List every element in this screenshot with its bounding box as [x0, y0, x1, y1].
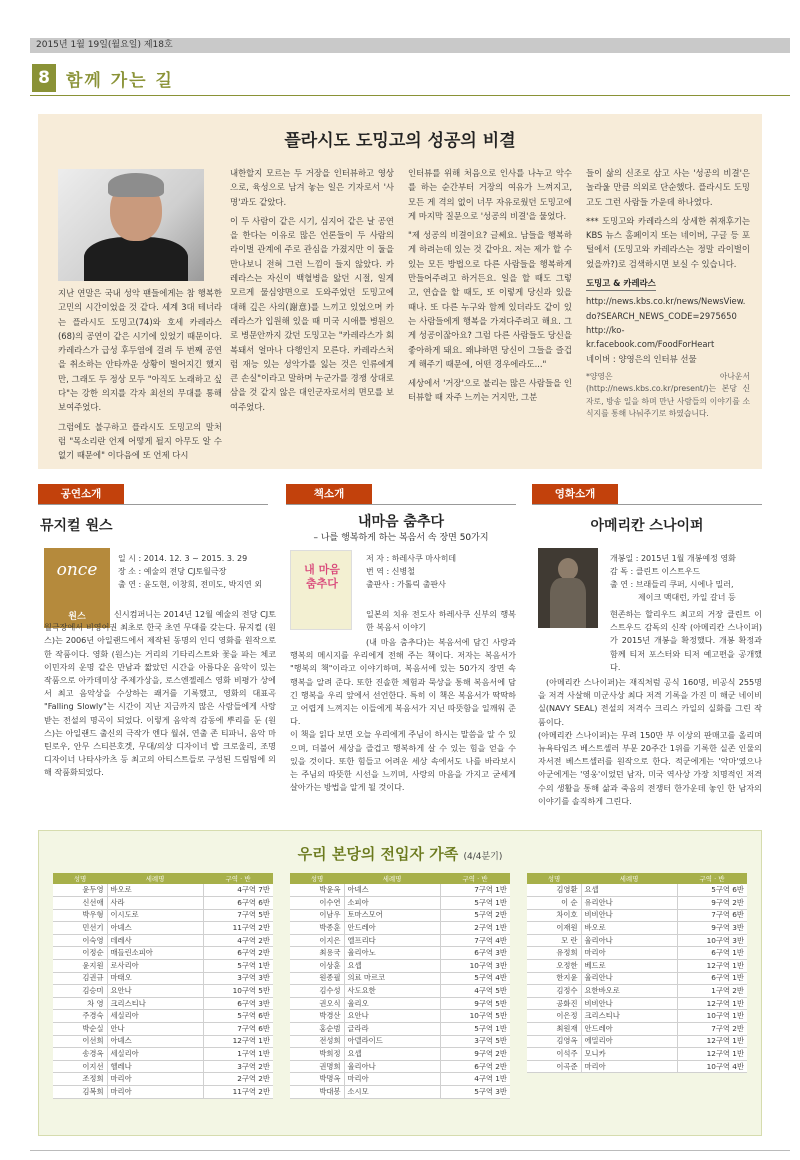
meta-line: 출 연 : 윤도현, 이창희, 전미도, 박지연 외 [118, 580, 263, 589]
table-cell: 전성희 [290, 1035, 344, 1048]
meta-line: 저 자 : 하레사쿠 마사히데 [366, 554, 457, 563]
table-cell: 원종필 [290, 972, 344, 985]
table-cell: 율리안나 [581, 972, 677, 985]
page-number: 8 [32, 64, 56, 92]
table-cell: 3구역 5반 [440, 1035, 510, 1048]
column-header: 구역 · 반 [677, 873, 747, 884]
book-title: 내마음 춤추다 [357, 514, 445, 530]
book-subtitle: – 나를 행복하게 하는 복음서 속 장면 50가지 [313, 533, 489, 543]
table-cell: 데레사 [107, 934, 203, 947]
meta-line: 감 독 : 클린트 이스트우드 [610, 567, 701, 576]
photo-hair-shape [108, 173, 164, 197]
table-cell: 10구역 3반 [677, 934, 747, 947]
meta-line: 출판사 : 가톨릭 출판사 [366, 580, 446, 589]
table-cell: 박순실 [53, 1023, 107, 1036]
feature-paragraph: 그럼에도 불구하고 플라시도 도밍고의 말처럼 "목소리란 언제 어떻게 될지 아무도 알 수 없기 때문에" 이다음에 또 언제 다시 [58, 421, 222, 461]
table-cell: 크리스티나 [581, 1010, 677, 1023]
table-cell: 이석주 [527, 1048, 581, 1061]
table-cell: 7구역 4반 [440, 934, 510, 947]
column-header: 구역 · 반 [203, 873, 273, 884]
meta-line: 번 역 : 신병철 [366, 567, 415, 576]
table-cell: 12구역 1반 [677, 1035, 747, 1048]
table-cell: 7구역 6반 [203, 1023, 273, 1036]
table-cell: 신선애 [53, 897, 107, 910]
section-label-book: 책소개 [286, 484, 372, 504]
table-cell: 6구역 1반 [677, 972, 747, 985]
table-cell: 6구역 6반 [203, 897, 273, 910]
table-cell: 토마스모어 [344, 909, 440, 922]
movie-poster [538, 548, 598, 628]
table-cell: 이수연 [290, 897, 344, 910]
table-cell: 9구역 2반 [440, 1048, 510, 1061]
feature-article [38, 114, 762, 469]
author-note: *양영은 아나운서(http://news.kbs.co.kr/present/)는 본당 신자로, 방송 일을 하며 만난 사람들의 이야기를 소식지를 통해 나눠주기로 하였습니다. [586, 371, 750, 419]
table-cell: 매들린소피아 [107, 947, 203, 960]
table-cell: 헬레나 [107, 1060, 203, 1073]
new-family-box [38, 830, 762, 1136]
table-row [290, 1048, 510, 1061]
issue-date: 2015년 1월 19일(월요일) 제18호 [36, 40, 173, 50]
feature-paragraph: 들이 삶의 신조로 삼고 사는 '성공의 비결'은 놀라울 만큼 의외로 단순했다. 플라시도 도밍고도 그런 사람들 가운데 하나였다. [586, 168, 750, 207]
table-cell: 마리아 [344, 1073, 440, 1086]
table-cell: 10구역 1반 [677, 1010, 747, 1023]
table-cell: 이은정 [527, 1010, 581, 1023]
book-paragraph: (내 마음 춤추다)는 복음서에 담긴 사랑과 행복의 메시지를 우리에게 전해 주는 책이다. 저자는 복음서가 "행복의 책"이라고 이야기하며, 복음서에 있는 50가지 장면 속 행복을 알려 준다. 또한 진솔한 체험과 묵상을 통해 복음서에 담긴 행복을 우리 앞에서 선언한다. 특히 이 책은 복음서가 딱딱하고 어렵게 느껴지는 이들에게 복음서가 지닌 따뜻함을 일깨워 준다. [290, 637, 516, 727]
table-cell: 최원재 [527, 1023, 581, 1036]
link-facebook[interactable]: http://ko-kr.facebook.com/FoodForHeart [586, 324, 715, 350]
table-row [53, 909, 273, 922]
feature-col-3 [408, 166, 572, 410]
table-cell: 안드레아 [581, 1023, 677, 1036]
table-row [290, 1035, 510, 1048]
table-cell: 율리아나 [344, 1060, 440, 1073]
table-cell: 5구역 4반 [440, 972, 510, 985]
table-cell: 주경숙 [53, 1010, 107, 1023]
table-cell: 이지선 [53, 1060, 107, 1073]
table-cell: 김승미 [53, 985, 107, 998]
table-cell: 10구역 3반 [440, 960, 510, 973]
table-cell: 4구역 7반 [203, 884, 273, 897]
table-row [527, 997, 747, 1010]
table-cell: 7구역 6반 [677, 909, 747, 922]
table-row [527, 972, 747, 985]
table-cell: 오정한 [527, 960, 581, 973]
table-cell: 베드로 [581, 960, 677, 973]
table-row [53, 922, 273, 935]
table-cell: 마태오 [107, 972, 203, 985]
table-cell: 아델라이드 [344, 1035, 440, 1048]
table-cell: 유리안나 [581, 897, 677, 910]
table-cell: 김정수 [527, 985, 581, 998]
header-rule [30, 95, 790, 96]
table-cell: 사라 [107, 897, 203, 910]
footer-rule [30, 1150, 790, 1151]
links-title: 도밍고 & 카레라스 [586, 276, 656, 291]
table-row [290, 947, 510, 960]
table-row [53, 1073, 273, 1086]
table-cell: 조정희 [53, 1073, 107, 1086]
table-row [290, 897, 510, 910]
section-label-performance: 공연소개 [38, 484, 124, 504]
table-cell: 엘프리다 [344, 934, 440, 947]
family-table-3 [527, 873, 747, 1073]
table-row [290, 972, 510, 985]
table-cell: 1구역 2반 [677, 985, 747, 998]
table-row [53, 960, 273, 973]
table-cell: 10구역 5반 [203, 985, 273, 998]
table-row [53, 997, 273, 1010]
table-row [290, 922, 510, 935]
table-row [290, 960, 510, 973]
table-cell: 5구역 2반 [440, 909, 510, 922]
table-row [53, 1086, 273, 1099]
table-cell: 김복희 [53, 1086, 107, 1099]
table-header-row [527, 873, 747, 884]
table-cell: 사도요한 [344, 985, 440, 998]
table-row [527, 1048, 747, 1061]
column-header: 성명 [53, 873, 107, 884]
table-cell: 6구역 3반 [440, 947, 510, 960]
poster-subtitle: 원스 [68, 612, 86, 622]
performance-body: 신시컴퍼니는 2014년 12월 예술의 전당 CJ토월극장에서 비영어권 최초로 한국 초연 무대를 갖는다. 뮤지컬 (원스)는 2006년 아일랜드에서 제작된 동명의 인디 영화를 원작으로 한 작품이다. 영화 (원스)는 거리의 기타리스트와 꽃을 파는 체코 이민자의 운명 같은 만남과 짧았던 시간을 아름다운 음악이 있는 작품으로 아카데미상 주제가상을, 로스엔젤레스 영화 비평가 상에서 최고 음악상을 수상하는 쾌거를 기록했고, 영화의 대표곡 "Falling Slowly"는 시간이 지난 지금까지 많은 사람들에게 사랑받는 전설의 명곡이 되었다. 이렇게 음악적 감동에 뿌리를 둔 (원스)는 아일랜드 출신의 극작가 엔다 월쉬, 연출 존 티파니, 음악 마틴로우, 안무 스티븐호겟, 무대/의상 디자이너 밥 크로울리, 조명 디자이너 나타샤카츠 등 최고의 아티스트들로 구성된 드림팀에 의해 작품화되었다. [44, 609, 276, 778]
table-cell: 아녜스 [107, 922, 203, 935]
section-rule [38, 504, 268, 505]
table-cell: 마리아 [107, 1073, 203, 1086]
table-cell: 김영환 [527, 884, 581, 897]
table-cell: 바오로 [581, 922, 677, 935]
column-header: 성명 [290, 873, 344, 884]
feature-paragraph: 내한할지 모르는 두 거장을 인터뷰하고 영상으로, 육성으로 남겨 놓는 일은 기자로서 '사명'과도 같았다. [230, 168, 394, 207]
table-cell: 김영옥 [527, 1035, 581, 1048]
table-cell: 박경산 [290, 1010, 344, 1023]
table-cell: 요셉 [344, 1048, 440, 1061]
family-title-text: 우리 본당의 전입자 가족 [297, 845, 459, 863]
meta-line: 개봉일 : 2015년 1월 개봉예정 영화 [610, 554, 736, 563]
table-cell: 김권규 [53, 972, 107, 985]
family-table-1 [53, 873, 273, 1099]
table-row [53, 897, 273, 910]
feature-paragraph: 이 두 사람이 같은 시기, 심지어 같은 날 공연을 한다는 이유로 많은 언론들이 두 사람의 라이벌 관계에 주로 관심을 가졌지만 이 둘을 만나보니 전혀 그런 느낌이 들지 않았다. 카레라스는 자신이 백혈병을 앓던 시절, 일게 모르게 물심양면으로 도와주었던 도밍고에 대해 깊은 사의(謝意)를 느끼고 있었으며 카레라스가 입원해 있을 때 미국 시애틀 병원으로 병문안까지 갔던 도밍고는 "카레라스가 회복돼서 얼마나 다행인지 모른다. 카레라스처럼 재능 있는 성악가를 잃는 것은 인류에게 큰 손실"이라고 말하며 누군가를 경쟁 상대로 삼을 것 같지 않은 대인군자로서의 면모를 보여주었다. [230, 215, 394, 412]
table-cell: 4구역 1반 [440, 1073, 510, 1086]
table-cell: 비비안나 [581, 997, 677, 1010]
table-cell: 5구역 1반 [440, 897, 510, 910]
poster-title: once [56, 560, 98, 580]
table-row [290, 1010, 510, 1023]
table-cell: 공화진 [527, 997, 581, 1010]
table-row [290, 884, 510, 897]
movie-paragraph: (아메리칸 스나이퍼)는 재직처럼 공식 160명, 비공식 255명을 저격 사살해 미군사상 최다 저격 기록을 가진 미 해군 네이비 실(NAVY SEAL) 전설의 저격수 크리스 카일의 실화를 그린 작품이다. [538, 677, 762, 727]
table-cell: 모니카 [581, 1048, 677, 1061]
table-row [53, 947, 273, 960]
table-row [290, 909, 510, 922]
table-row [527, 922, 747, 935]
table-cell: 율리오 [344, 997, 440, 1010]
table-cell: 요안나 [344, 1010, 440, 1023]
table-cell: 2구역 2반 [203, 1073, 273, 1086]
table-cell: 이선희 [53, 1035, 107, 1048]
table-header-row [290, 873, 510, 884]
column-header: 세례명 [107, 873, 203, 884]
link-news[interactable]: http://news.kbs.co.kr/news/NewsView.do?SEARCH_NEWS_CODE=2975650 [586, 296, 746, 321]
table-cell: 5구역 6반 [203, 1010, 273, 1023]
table-cell: 안드레아 [344, 922, 440, 935]
issue-bar [30, 38, 790, 53]
table-row [53, 985, 273, 998]
table-row [527, 985, 747, 998]
table-row [527, 1060, 747, 1073]
table-cell: 이숙영 [53, 934, 107, 947]
feature-paragraph: 지난 연말은 국내 성악 팬들에게는 참 행복한 고민의 시간이었을 것 같다. 세계 3대 테너라는 플라시도 도밍고(74)와 호세 카레라스(68)의 공연이 같은 시기에 있었기 때문이다. 카레라스가 급성 후두염에 걸려 두 번째 공연을 취소하는 안타까운 상황이 벌어지긴 했지만, 그래도 두 정상 모두 "아직도 노래하고 싶다"는 강한 의지를 각자 최선의 무대를 통해 보여주었다. [58, 288, 222, 413]
table-cell: 이상훈 [290, 960, 344, 973]
meta-line: 제이크 맥대런, 카일 갈너 등 [638, 593, 736, 602]
feature-col-2 [230, 166, 394, 419]
table-cell: 10구역 4반 [677, 1060, 747, 1073]
section-rule [532, 504, 762, 505]
table-row [527, 884, 747, 897]
table-cell: 9구역 3반 [677, 922, 747, 935]
table-cell: 박우형 [53, 909, 107, 922]
table-row [53, 1035, 273, 1048]
feature-title: 플라시도 도밍고의 성공의 비결 [284, 131, 516, 151]
feature-col-1 [58, 286, 222, 468]
feature-paragraph: 인터뷰를 위해 처음으로 인사를 나누고 악수를 하는 순간부터 거장의 여유가 느껴지고, 모든 게 격의 없이 너무 자유로웠던 도밍고에게 마지막 질문으로 '성공의 비결'을 물었다. [408, 168, 572, 221]
movie-paragraph: 현존하는 할리우드 최고의 거장 클린트 이스트우드 감독의 신작 (아메리칸 스나이퍼)가 2015년 개봉을 확정했다. 개봉 확정과 함께 티저 포스터와 티저 예고편을 공개했다. [610, 609, 762, 672]
table-cell: 마리아 [581, 1060, 677, 1073]
table-cell: 마리아 [581, 947, 677, 960]
table-cell: 이정순 [53, 947, 107, 960]
table-cell: 안나 [107, 1023, 203, 1036]
table-cell: 김수성 [290, 985, 344, 998]
table-cell: 로사리아 [107, 960, 203, 973]
table-cell: 2구역 1반 [440, 922, 510, 935]
column-header: 성명 [527, 873, 581, 884]
table-cell: 세실리아 [107, 1048, 203, 1061]
table-cell: 5구역 1반 [203, 960, 273, 973]
table-cell: 이재원 [527, 922, 581, 935]
table-cell: 의료 마르코 [344, 972, 440, 985]
movie-paragraph: (아메리칸 스나이퍼)는 무려 150만 부 이상의 판매고를 올리며 뉴욕타임즈 베스트셀러 부문 20주간 1위를 기록한 실존 인물의 자서전 베스트셀러를 원작으로 한다. 적군에게는 '악마'였으나 아군에게는 '영웅'이었던 남자, 미국 역사상 가장 치명적인 저격수의 생활을 통해 삶과 죽음의 전쟁터 한가운데 놓인 한 남자의 이야기를 솔직하게 그린다. [538, 729, 762, 806]
movie-meta [610, 552, 762, 604]
table-cell: 3구역 3반 [203, 972, 273, 985]
table-cell: 최용국 [290, 947, 344, 960]
photo-suit-shape [84, 237, 188, 281]
cover-title: 내 마음 춤추다 [304, 563, 340, 590]
table-cell: 마리아 [107, 1086, 203, 1099]
table-cell: 소피아 [344, 897, 440, 910]
link-naver: 네이버 : 양영은의 인터뷰 선물 [586, 353, 697, 364]
movie-title: 아메리칸 스나이퍼 [590, 518, 704, 534]
family-subtitle: (4/4분기) [463, 852, 503, 862]
table-cell: 세실리아 [107, 1010, 203, 1023]
family-title [39, 843, 761, 864]
feature-paragraph: "제 성공의 비결이요? 글쎄요. 남들을 행복하게 하려는데 있는 것 같아요. 저는 제가 할 수 있는 모든 방법으로 다른 사람들을 행복하게 만들어주려고 하거든요. 일을 할 때도 그렇고, 연습을 할 때도, 또 이렇게 당신과 있을 때나. 또 다른 누구와 함께 있더라도 같이 있는 사람들에게 행복을 가져다주려고 해요. 그게 성공이잖아요? 그럼 다른 사람들도 당신을 좋아하게 돼요. 왜냐하면 당신이 그들을 즐겁게 해주기 때문에, 어떤 경우에라도..." [408, 230, 572, 369]
table-cell: 송경옥 [53, 1048, 107, 1061]
table-cell: 아녜스 [344, 884, 440, 897]
column-header: 세례명 [581, 873, 677, 884]
book-cover [290, 550, 352, 630]
table-cell: 바오로 [107, 884, 203, 897]
table-cell: 11구역 2반 [203, 1086, 273, 1099]
table-row [53, 1048, 273, 1061]
table-cell: 비비안나 [581, 909, 677, 922]
feature-col-4 [586, 166, 750, 421]
movie-body [538, 676, 762, 808]
poster-figure-body [550, 578, 586, 628]
table-row [527, 947, 747, 960]
page-section-title: 함께 가는 길 [66, 71, 174, 91]
table-cell: 9구역 2반 [677, 897, 747, 910]
table-row [53, 884, 273, 897]
table-cell: 이남우 [290, 909, 344, 922]
table-cell: 4구역 2반 [203, 934, 273, 947]
section-rule [286, 504, 516, 505]
table-cell: 10구역 5반 [440, 1010, 510, 1023]
feature-paragraph: *** 도밍고와 카레라스의 상세한 취재후기는 KBS 뉴스 홈페이지 또는 네이버, 구글 등 포털에서 (도밍고와 카레라스는 정말 라이벌이었을까?)로 검색하시면 보실 수 있습니다. [586, 215, 750, 269]
table-cell: 요셉 [581, 884, 677, 897]
page-header [30, 64, 790, 94]
table-cell: 박명옥 [290, 1073, 344, 1086]
table-cell: 7구역 5반 [203, 909, 273, 922]
table-cell: 차이호 [527, 909, 581, 922]
table-cell: 12구역 1반 [677, 997, 747, 1010]
meta-line: 장 소 : 예술의 전당 CJ토월극장 [118, 567, 227, 576]
table-cell: 6구역 2반 [203, 947, 273, 960]
table-row [527, 934, 747, 947]
book-meta [366, 552, 516, 591]
table-row [53, 934, 273, 947]
table-row [290, 1060, 510, 1073]
meta-line: 일 시 : 2014. 12. 3 ~ 2015. 3. 29 [118, 554, 248, 563]
table-cell: 11구역 2반 [203, 922, 273, 935]
table-row [53, 1023, 273, 1036]
table-cell: 요셉 [344, 960, 440, 973]
table-cell: 12구역 1반 [677, 960, 747, 973]
table-cell: 크리스티나 [107, 997, 203, 1010]
table-row [290, 985, 510, 998]
table-cell: 율리아노 [344, 947, 440, 960]
feature-paragraph: 세상에서 '거장'으로 불리는 많은 사람들을 인터뷰할 때 자주 느끼는 거지만, 그분 [408, 378, 572, 403]
table-row [53, 972, 273, 985]
table-cell: 율리아나 [581, 934, 677, 947]
table-cell: 9구역 5반 [440, 997, 510, 1010]
performance-title: 뮤지컬 원스 [40, 518, 113, 534]
table-cell: 이곡준 [527, 1060, 581, 1073]
table-cell: 박대봉 [290, 1086, 344, 1099]
table-row [290, 1023, 510, 1036]
table-row [527, 1023, 747, 1036]
performance-meta [118, 552, 278, 591]
table-cell: 요한바오로 [581, 985, 677, 998]
table-row [290, 997, 510, 1010]
table-cell: 7구역 2반 [677, 1023, 747, 1036]
table-cell: 차 영 [53, 997, 107, 1010]
family-table-2 [290, 873, 510, 1099]
poster-figure-head [558, 558, 578, 580]
table-cell: 글라라 [344, 1023, 440, 1036]
table-header-row [53, 873, 273, 884]
table-cell: 윤지원 [53, 960, 107, 973]
table-cell: 12구역 1반 [203, 1035, 273, 1048]
table-cell: 요안나 [107, 985, 203, 998]
table-cell: 민선기 [53, 922, 107, 935]
table-row [527, 1035, 747, 1048]
book-paragraph: 이 책을 읽다 보면 오늘 우리에게 주님이 하시는 말씀을 알 수 있으며, 더불어 세상을 즐겁고 행복하게 살 수 있는 힘을 얻을 수 있을 것이다. 또한 힘들고 어려운 세상 속에서도 나를 바라보시는 주님의 따뜻한 시선을 느끼며, 사랑의 마음을 가지고 굳세게 살아가는 방법을 알게 될 것이다. [290, 729, 516, 793]
table-row [290, 1073, 510, 1086]
table-cell: 5구역 1반 [440, 1023, 510, 1036]
table-cell: 박윤옥 [290, 884, 344, 897]
table-row [527, 909, 747, 922]
table-cell: 6구역 2반 [440, 1060, 510, 1073]
table-cell: 7구역 1반 [440, 884, 510, 897]
table-row [290, 934, 510, 947]
table-cell: 홍순범 [290, 1023, 344, 1036]
domingo-photo [58, 169, 204, 281]
table-cell: 소시모 [344, 1086, 440, 1099]
table-cell: 한지윤 [527, 972, 581, 985]
table-cell: 6구역 3반 [203, 997, 273, 1010]
table-row [527, 960, 747, 973]
table-row [290, 1086, 510, 1099]
table-cell: 모 란 [527, 934, 581, 947]
table-cell: 이 순 [527, 897, 581, 910]
table-cell: 12구역 1반 [677, 1048, 747, 1061]
book-body [290, 636, 516, 794]
column-header: 구역 · 반 [440, 873, 510, 884]
table-cell: 5구역 3반 [440, 1086, 510, 1099]
table-cell: 아녜스 [107, 1035, 203, 1048]
table-row [53, 1060, 273, 1073]
column-header: 세례명 [344, 873, 440, 884]
table-cell: 권명희 [290, 1060, 344, 1073]
table-row [527, 897, 747, 910]
table-cell: 이지은 [290, 934, 344, 947]
table-cell: 박종훈 [290, 922, 344, 935]
table-cell: 5구역 6반 [677, 884, 747, 897]
table-cell: 6구역 1반 [677, 947, 747, 960]
section-label-movie: 영화소개 [532, 484, 618, 504]
table-cell: 박희정 [290, 1048, 344, 1061]
table-cell: 4구역 5반 [440, 985, 510, 998]
table-cell: 에밀리아 [581, 1035, 677, 1048]
table-row [53, 1010, 273, 1023]
table-cell: 권오식 [290, 997, 344, 1010]
table-cell: 1구역 1반 [203, 1048, 273, 1061]
meta-line: 출 연 : 브래들리 쿠퍼, 시에나 밀러, [610, 580, 734, 589]
book-lead: 일본의 치유 전도사 하레사쿠 신부의 행복한 복음서 이야기 [366, 609, 516, 633]
table-cell: 3구역 2반 [203, 1060, 273, 1073]
table-cell: 유정희 [527, 947, 581, 960]
table-cell: 이시도로 [107, 909, 203, 922]
table-row [527, 1010, 747, 1023]
table-cell: 윤두영 [53, 884, 107, 897]
